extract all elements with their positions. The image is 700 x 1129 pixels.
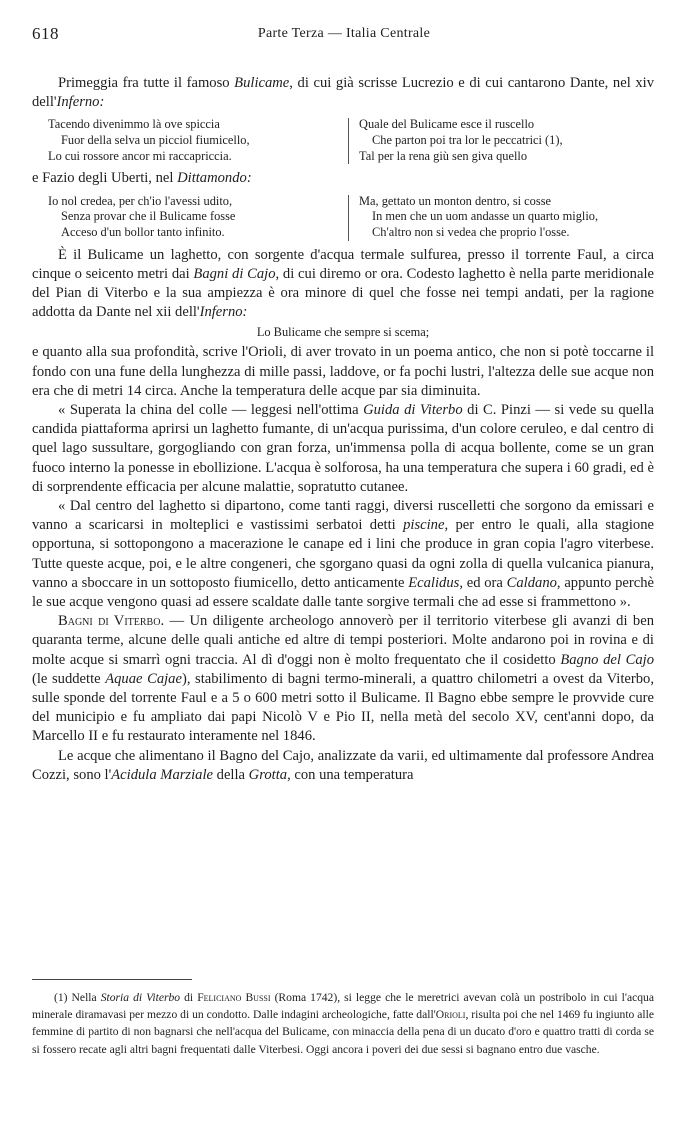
italic-run: Bulicame	[234, 75, 290, 91]
italic-run: Acidula Marziale	[111, 766, 213, 783]
text-run: ), stabilimento di bagni termo-minerali, a quattro chilometri a ovest da Viterbo, sulle sponde del torrente Faul e a 5 o 600 metri sotto il Bulicame. Il Bagno ebbe sempre le provvide cure del municipio e fu ampliato dai papi Nicolò V e Pio II, nella metà del secolo XV, cent'anni dopo, da Marcello II e fu restaurato interamente nel 1846.	[32, 670, 654, 745]
main-text	[32, 74, 654, 785]
paragraph-profondita: e quanto alla sua profondità, scrive l'Orioli, di aver trovato in un poema antico, che non si potè toccarne il fondo con una fune della lunghezza di mille passi, laddove, or fa pochi lustri, l'altezza delle sue acque non era che di metri 14 circa. Anche la temperatura delle acque par sia diminuita.	[32, 344, 654, 399]
italic-run: piscine	[403, 517, 445, 534]
italic-run: Caldano	[506, 574, 557, 591]
author-name: Feliciano Bussi	[197, 991, 271, 1004]
page-number: 618	[32, 24, 59, 43]
italic-run: Guida di Viterbo	[363, 402, 463, 419]
verse-left-column	[32, 117, 336, 164]
verse-divider	[348, 195, 349, 241]
italic-run: Inferno:	[199, 304, 248, 321]
verse-right-column	[359, 194, 598, 241]
verse-line: Ma, gettato un monton dentro, si cosse	[359, 193, 552, 208]
text-run: , per entro le quali, alla stagione opportuna, si sottopongono a macerazione le canape ed i lini che produce in gran copia l'agro viterbese. Tutte queste acque, poi, e le altre congeneri, che sgorgano quasi da ogni zolla di quella vulcanica pianura, vanno a sboccare in un sottoposto fiumicello, detto anticamente	[32, 517, 654, 591]
text-run: , ed ora	[459, 574, 507, 591]
paragraph-fazio	[32, 169, 654, 188]
verse-line: Fuor della selva un picciol fiumicello,	[61, 133, 250, 147]
section-heading: Bagni di Viterbo.	[58, 613, 165, 630]
text-run: di	[180, 991, 198, 1004]
italic-run: Bagno del Cajo	[560, 651, 654, 668]
verse-line: Acceso d'un bollor tanto infinito.	[61, 224, 225, 239]
running-title: Parte Terza — Italia Centrale	[257, 26, 431, 41]
text-run: È il Bulicame un laghetto, con sorgente d'acqua termale sulfurea, presso il torrente Faul, a circa cinque o seicento metri dai	[32, 246, 654, 282]
paragraph-laghetto	[32, 246, 654, 323]
verse-line: In men che un uom andasse un quarto miglio,	[372, 209, 599, 224]
text-run: , con una temperatura	[287, 766, 414, 783]
text-run: (le suddette	[32, 670, 106, 687]
text-run: , di cui diremo or ora. Codesto laghetto è nella parte meridionale del Pian di Viterbo e la sua ampiezza è ora minore di quel che fosse nei tempi andati, per la ragione addotta da Dante nel xii dell'	[32, 265, 654, 321]
verse-line: Che parton poi tra lor le peccatrici (1),	[372, 133, 563, 147]
verse-line: Senza provar che il Bulicame fosse	[61, 209, 236, 224]
italic-run: Ecalidus	[408, 574, 460, 591]
verse-line: Lo cui rossore ancor mi raccapriccia.	[48, 148, 232, 163]
verse-line: Tal per la rena giù sen giva quello	[359, 148, 528, 163]
author-name: Orioli	[435, 1008, 466, 1022]
verse-line: Ch'altro non si vedea che proprio l'osse.	[372, 224, 570, 239]
paragraph-guida-pinzi	[32, 401, 654, 497]
text-run: « Superata la china del colle — leggesi nell'ottima	[58, 402, 364, 419]
footnote	[32, 989, 654, 1058]
paragraph-ruscelletti	[32, 497, 654, 612]
text-run: , risulta poi che nel 1469 fu ingiunto alle femmine di partito di non bagnarsi che nell'acqua del Bulicame, con minaccia della pena di un ducato d'oro e quattro tratti di corda se si fossero recate agli altri bagni frequentati dalle Viterbesi. Oggi ancora i poveri dei due sessi si bagnano entro due vasche.	[32, 1008, 654, 1056]
verse-left-column	[32, 194, 336, 241]
text-run: (Roma 1742), si legge che le meretrici avevan colà un postribolo in cui l'acqua minerale diramavasi per mezzo di un condotto. Dalle indagini archeologiche, fatte dall'	[32, 991, 654, 1022]
paragraph-bulicame-intro	[32, 74, 654, 112]
verse-line: Io nol credea, per ch'io l'avessi udito,	[48, 193, 233, 208]
verse-line: Quale del Bulicame esce il ruscello	[359, 117, 535, 132]
text-run: Primeggia fra tutte il famoso	[58, 75, 235, 91]
italic-run: Grotta	[248, 766, 288, 783]
italic-run: Dittamondo:	[177, 170, 252, 187]
text-run: Le acque che alimentano il Bagno del Cajo, analizzate da varii, ed ultimamente dal professore Andrea Cozzi, sono l'	[32, 747, 654, 783]
footnote-text	[32, 989, 654, 1058]
verse-divider	[348, 118, 349, 164]
footnote-rule	[32, 979, 192, 980]
text-run: , appunto perchè le sue acque vengono quasi ad essere scaldate dalle tante sorgive termali che ad esse si frammettono ».	[32, 574, 654, 611]
text-run: della	[213, 766, 249, 783]
page-header	[32, 24, 656, 44]
text-run: — Un diligente archeologo annoverò per il territorio viterbese gli avanzi di ben quaranta terme, alcune delle quali antiche ed altre di tempi posteriori. Molte andarono poi in rovina e di molte acque si smarrì ogni traccia. Al dì d'oggi non è molto frequentato che il cosidetto	[32, 613, 654, 668]
verse-right-column	[359, 117, 563, 164]
verse-quote: Lo Bulicame che sempre si scema;	[256, 325, 430, 340]
italic-run: Inferno:	[56, 94, 105, 111]
paragraph-acque-cajo	[32, 747, 654, 785]
text-run: « Dal centro del laghetto si dipartono, come tanti raggi, diversi ruscelletti che sorgono da emissari e vanno a scaricarsi in molteplici e vastissimi serbatoi detti	[32, 498, 654, 534]
text-run: e Fazio degli Uberti, nel	[32, 170, 178, 187]
verse-block-dante	[32, 117, 654, 164]
paragraph-bagni-viterbo	[32, 612, 654, 746]
text-run: (1) Nella	[54, 991, 101, 1004]
italic-run: Aquae Cajae	[105, 670, 182, 687]
text-run: di C. Pinzi — si vede su quella candida piattaforma aprirsi un laghetto fumante, di un'acqua purissima, d'un colore ceruleo, e dal centro di quel lago sussultare, gorgogliando con gran forza, un'immensa polla di acqua bollente, come se un gran fuoco interno la ponesse in ebollizione. L'acqua è solforosa, ha una temperatura che supera i 60 gradi, ed è di sorprendente efficacia per alcune malattie, sopratutto cutanee.	[32, 402, 654, 495]
verse-block-fazio	[32, 194, 654, 241]
italic-run: Bagni di Cajo	[193, 265, 276, 282]
verse-line: Tacendo divenimmo là ove spiccia	[48, 117, 220, 132]
text-run: , di cui già scrisse Lucrezio e di cui cantarono Dante, nel xiv dell'	[32, 75, 654, 111]
italic-run: Storia di Viterbo	[100, 991, 181, 1004]
